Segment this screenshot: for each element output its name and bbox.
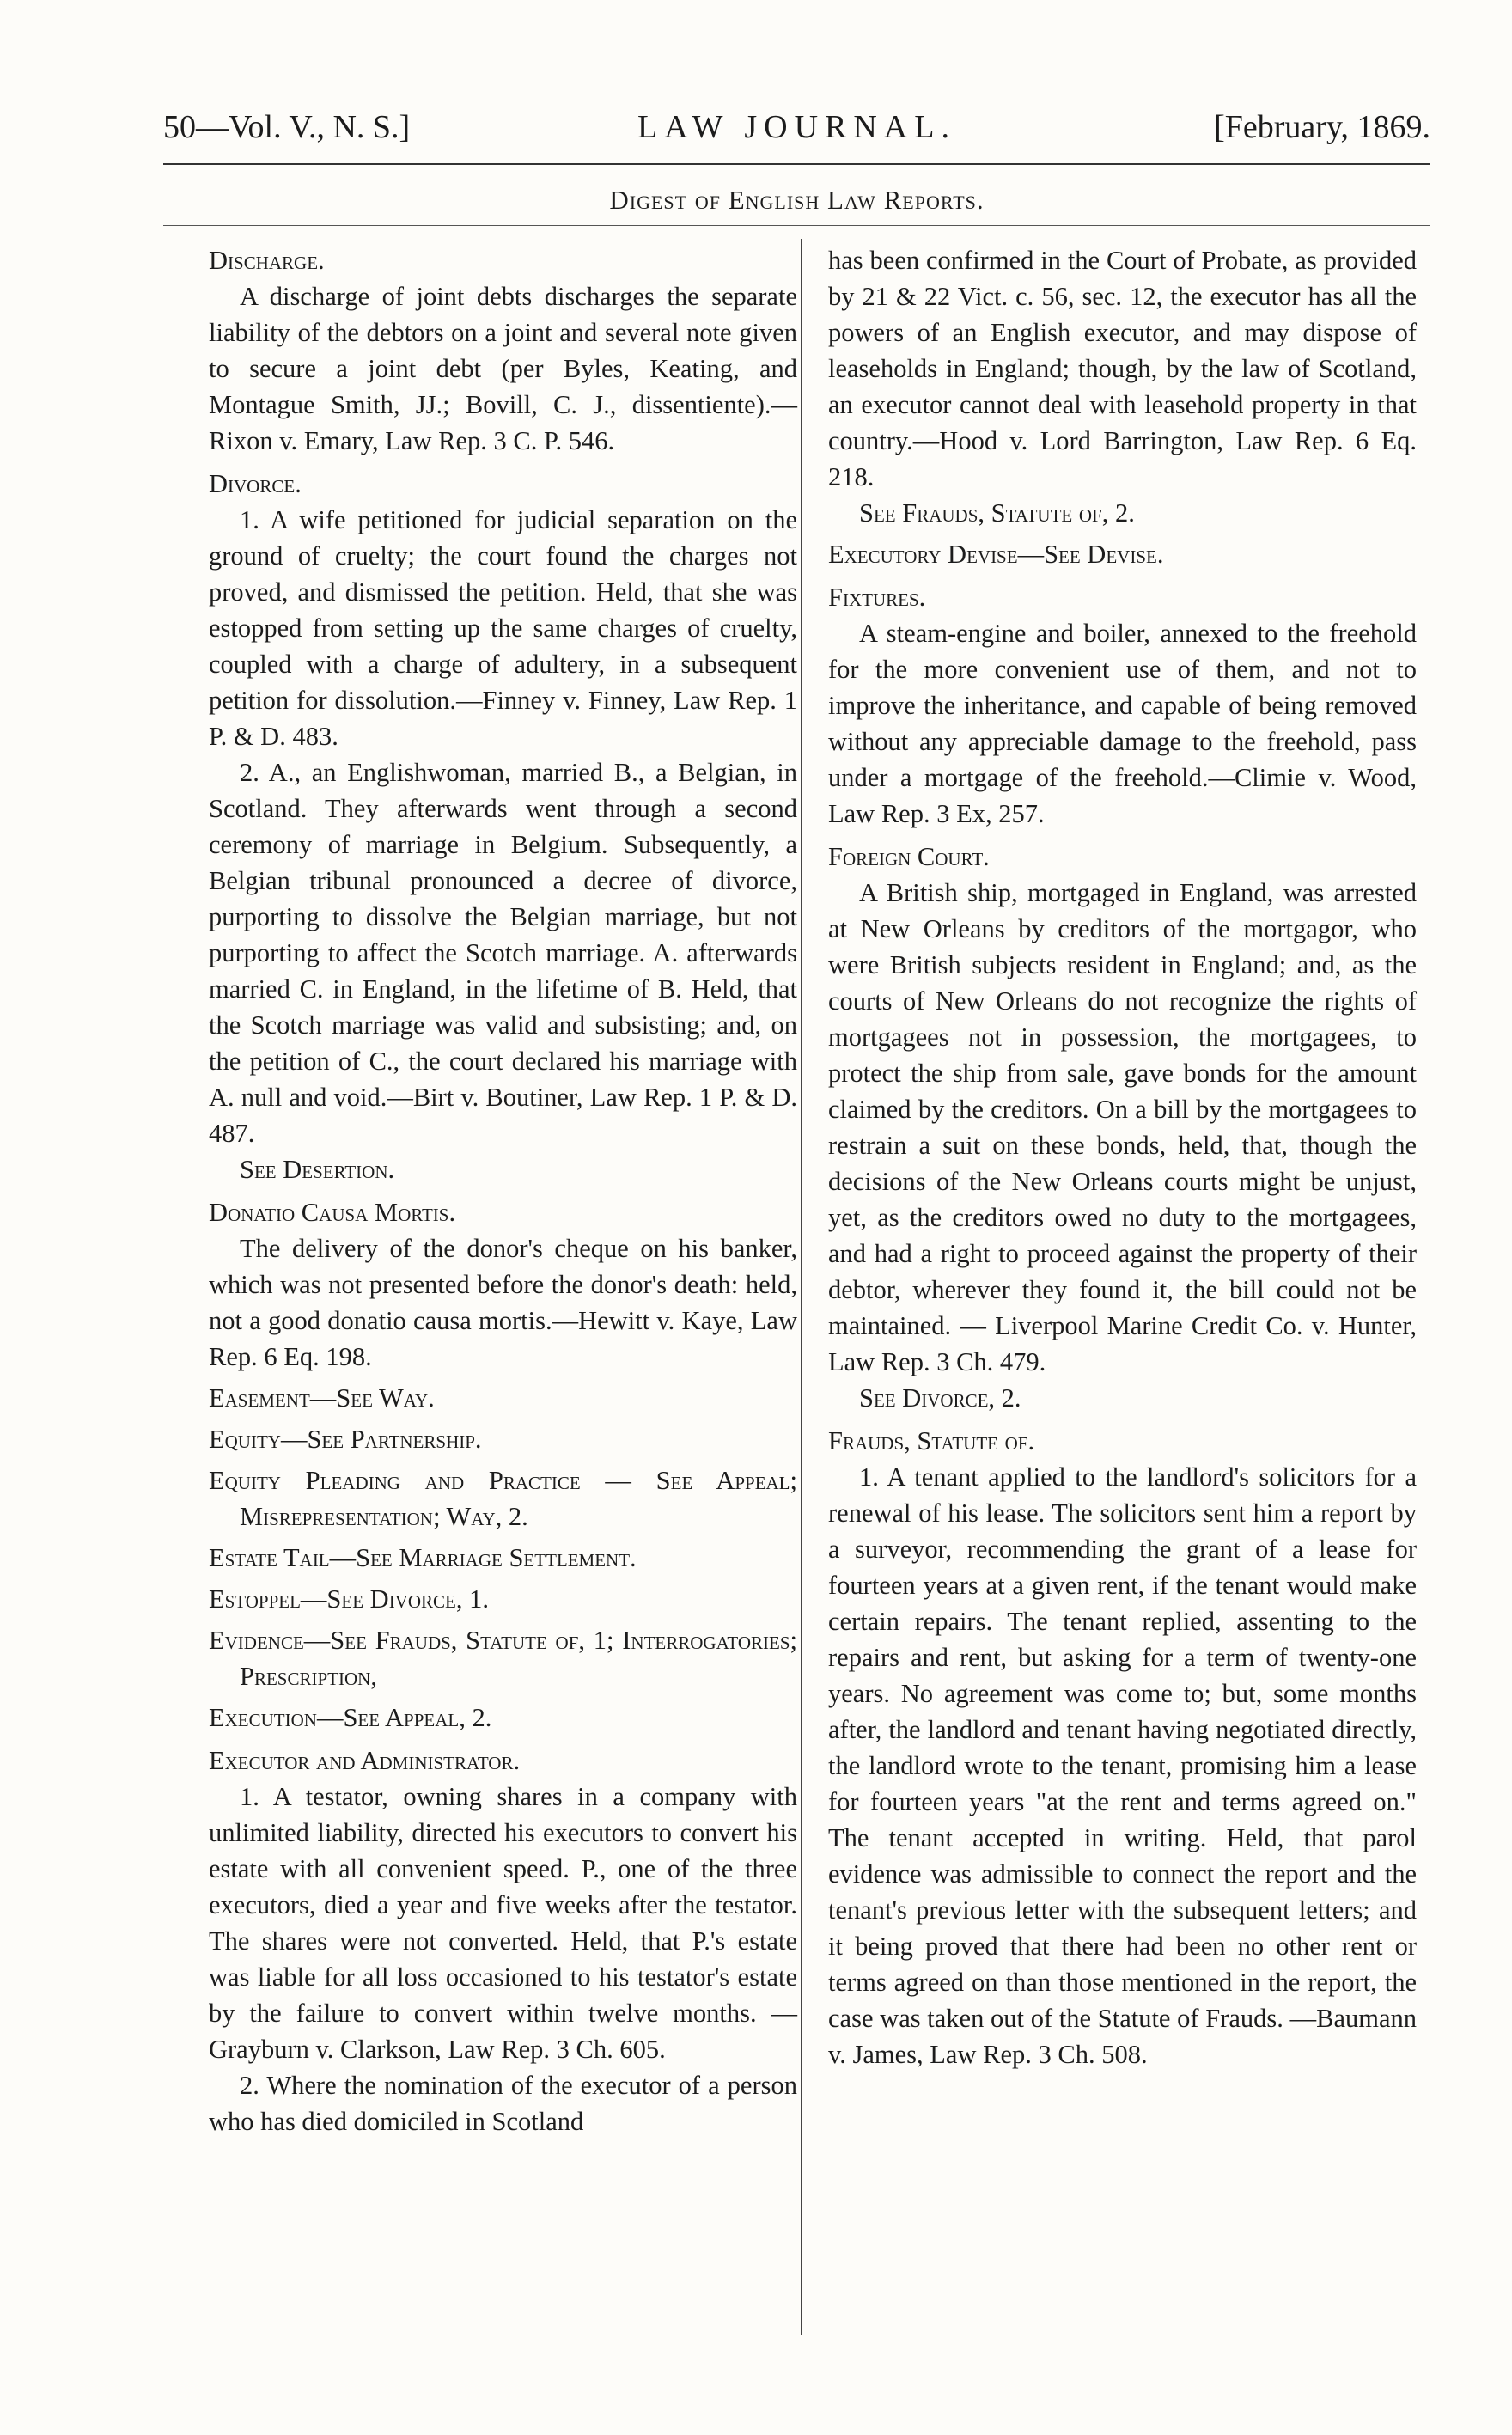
entry-fixtures: A steam-engine and boiler, annexed to the freehold for the more convenient use of them, and not to improve the inheritance, and capable of being removed without any appreciable damage to the freehold, pass under a mortgage of the freehold.—Climie v. Wood, Law Rep. 3 Ex, 257. bbox=[828, 619, 1417, 828]
heading-frauds: Frauds, Statute of. bbox=[828, 1426, 1035, 1456]
xref-easement: Easement—See Way. bbox=[209, 1383, 435, 1413]
xref-estoppel: Estoppel—See Divorce, 1. bbox=[209, 1584, 489, 1614]
section-rule bbox=[163, 225, 1430, 226]
heading-discharge: Discharge. bbox=[209, 246, 325, 275]
entry-foreign-court: A British ship, mortgaged in England, was arrested at New Orleans by creditors of the mortgagor, who were British subjects resident in England; and, as the courts of New Orleans do not recognize the rights of mortgagees not in possession, the mortgagees, to protect the ship from sale, gave bonds for the amount claimed by the creditors. On a bill by the mortgagees to restrain a suit on these bonds, held, that, though the decisions of the New Orleans courts might be unjust, yet, as the creditors owed no duty to the mortgagees, and had a right to proceed against the property of their debtor, wherever they found it, the bill could not be maintained. — Liverpool Marine Credit Co. v. Hunter, Law Rep. 3 Ch. 479. bbox=[828, 878, 1417, 1376]
cross-ref-executor: See Frauds, Statute of, 2. bbox=[859, 498, 1135, 528]
cross-ref-foreign: See Divorce, 2. bbox=[859, 1383, 1021, 1413]
column-divider bbox=[801, 239, 802, 2335]
entry-executor-2: 2. Where the nomination of the executor of a person who has died domiciled in Scotland bbox=[209, 2071, 797, 2136]
entry-divorce-2: 2. A., an Englishwoman, married B., a Belgian, in Scotland. They afterwards went through a second ceremony of marriage in Belgium. Subsequently, a Belgian tribunal pronounced a decree of divorce, purporting to dissolve the Belgian marriage, but not purporting to affect the Scotch marriage. A. afterwards married C. in England, in the lifetime of B. Held, that the Scotch marriage was valid and subsisting; and, on the petition of C., the court declared his marriage with A. null and void.—Birt v. Boutiner, Law Rep. 1 P. & D. 487. bbox=[209, 758, 797, 1148]
left-column bbox=[209, 242, 797, 2139]
issue-date: [February, 1869. bbox=[1214, 109, 1430, 145]
header-rule bbox=[163, 163, 1430, 165]
page-header bbox=[163, 100, 1430, 151]
journal-title: LAW JOURNAL. bbox=[637, 109, 956, 145]
entry-executor-1: 1. A testator, owning shares in a company with unlimited liability, directed his executors to convert his estate with all convenient speed. P., one of the three executors, died a year and five weeks after the testator. The shares were not converted. Held, that P.'s estate was liable for all loss occasioned to his testator's estate by the failure to convert within twelve months. —Grayburn v. Clarkson, Law Rep. 3 Ch. 605. bbox=[209, 1782, 797, 2064]
xref-equity-pleading: Equity Pleading and Practice — See Appeal; Misrepresentation; Way, 2. bbox=[209, 1466, 797, 1531]
heading-donatio: Donatio Causa Mortis. bbox=[209, 1198, 456, 1227]
heading-divorce: Divorce. bbox=[209, 469, 302, 498]
entry-discharge: A discharge of joint debts discharges the separate liability of the debtors on a joint and several note given to secure a joint debt (per Byles, Keating, and Montague Smith, JJ.; Bovill, C. J., dissentiente).—Rixon v. Emary, Law Rep. 3 C. P. 546. bbox=[209, 282, 797, 455]
entry-donatio: The delivery of the donor's cheque on his banker, which was not presented before the donor's death: held, not a good donatio causa mortis.—Hewitt v. Kaye, Law Rep. 6 Eq. 198. bbox=[209, 1234, 797, 1371]
xref-equity: Equity—See Partnership. bbox=[209, 1425, 482, 1454]
xref-estate-tail: Estate Tail—See Marriage Settlement. bbox=[209, 1543, 637, 1572]
cross-ref-divorce: See Desertion. bbox=[240, 1155, 395, 1184]
xref-execution: Execution—See Appeal, 2. bbox=[209, 1703, 492, 1732]
entry-executor-2-continued: has been confirmed in the Court of Probate, as provided by 21 & 22 Vict. c. 56, sec. 12, the executor has all the powers of an English executor, and may dispose of leaseholds in England; though, by the law of Scotland, an executor cannot deal with leasehold property in that country.—Hood v. Lord Barrington, Law Rep. 6 Eq. 218. bbox=[828, 246, 1417, 491]
xref-evidence: Evidence—See Frauds, Statute of, 1; Interrogatories; Prescription, bbox=[209, 1626, 797, 1691]
xref-executory-devise: Executory Devise—See Devise. bbox=[828, 540, 1164, 569]
volume-label: 50—Vol. V., N. S.] bbox=[163, 109, 411, 145]
heading-executor: Executor and Administrator. bbox=[209, 1746, 521, 1775]
right-column bbox=[828, 242, 1417, 2072]
entry-divorce-1: 1. A wife petitioned for judicial separation on the ground of cruelty; the court found the charges not proved, and dismissed the petition. Held, that she was estopped from setting up the same charges of cruelty, coupled with a charge of adultery, in a subsequent petition for dissolution.—Finney v. Finney, Law Rep. 1 P. & D. 483. bbox=[209, 505, 797, 751]
heading-foreign-court: Foreign Court. bbox=[828, 842, 990, 871]
entry-frauds-1: 1. A tenant applied to the landlord's solicitors for a renewal of his lease. The solicitors sent him a report by a surveyor, recommending the grant of a lease for fourteen years at a given rent, if the tenant would make certain repairs. The tenant replied, assenting to the repairs and rent, but asking for a term of twenty-one years. No agreement was come to; but, some months after, the landlord and tenant having negotiated directly, the landlord wrote to the tenant, promising him a lease for fourteen years "at the rent and terms agreed on." The tenant accepted in writing. Held, that parol evidence was admissible to connect the report and the tenant's previous letter with the subsequent letters; and it being proved that there had been no other rent or terms agreed on than those mentioned in the report, the case was taken out of the Statute of Frauds. —Baumann v. James, Law Rep. 3 Ch. 508. bbox=[828, 1462, 1417, 2069]
section-title: Digest of English Law Reports. bbox=[609, 185, 985, 215]
heading-fixtures: Fixtures. bbox=[828, 583, 926, 612]
